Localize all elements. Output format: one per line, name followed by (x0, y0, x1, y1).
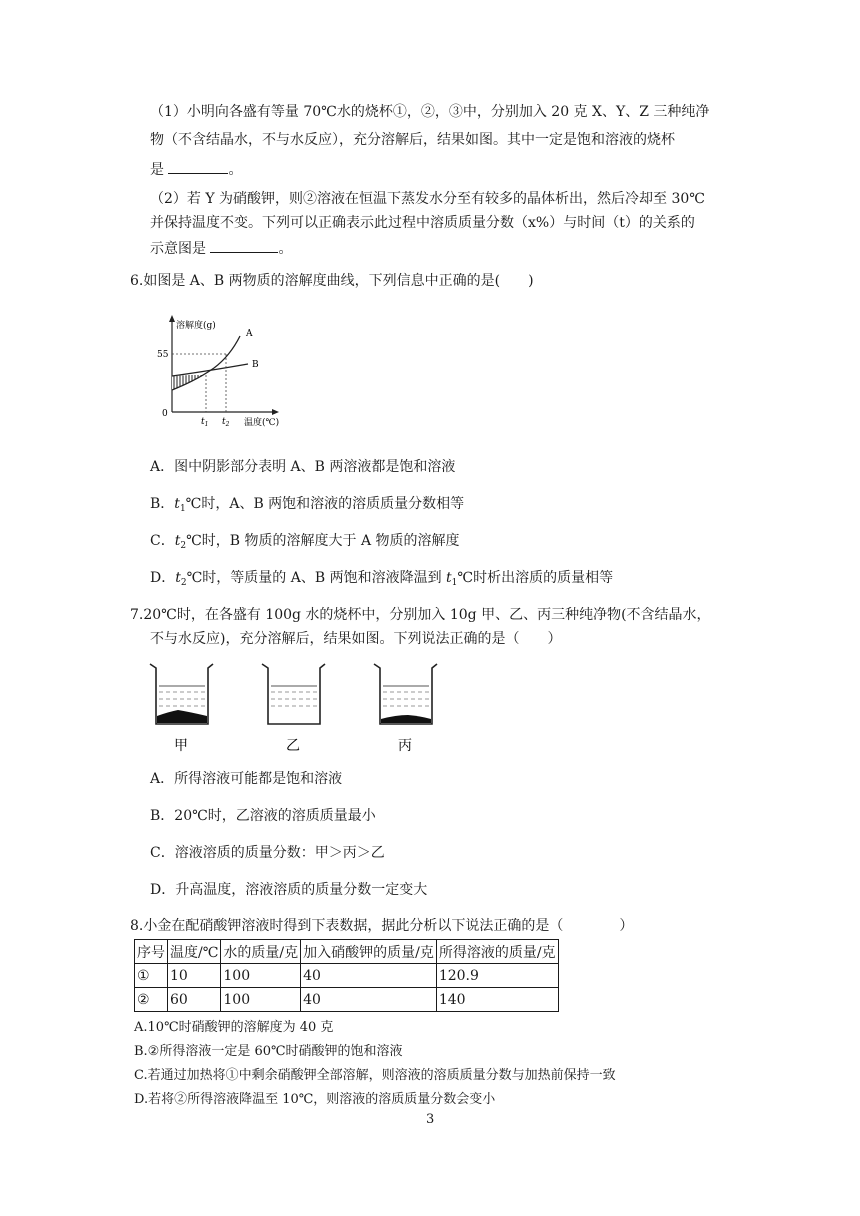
t1-label: $t_1$ (201, 417, 209, 428)
table-row (135, 964, 559, 988)
beaker-jia (150, 664, 213, 724)
origin-label: 0 (162, 409, 168, 419)
t-subscript: 2 (180, 578, 187, 588)
curve-b-label: B (252, 360, 259, 370)
q5-p2-line3 (150, 238, 292, 258)
q6-stem: 6.如图是 A、B 两物质的溶解度曲线，下列信息中正确的是( ) (130, 273, 534, 289)
t-symbol: t (174, 533, 181, 549)
q5-p1-line3-post: 。 (228, 162, 243, 178)
x-axis-arrow (272, 409, 279, 415)
beaker-yi (262, 664, 325, 724)
option-letter: C． (150, 533, 175, 549)
q7-option-b[interactable]: B．20℃时，乙溶液的溶质质量最小 (150, 808, 376, 824)
q5-p2-line1: （2）若 Y 为硝酸钾，则②溶液在恒温下蒸发水分至有较多的晶体析出，然后冷却至 30℃ (150, 191, 705, 207)
t2-label: $t_2$ (222, 417, 230, 428)
q5-p1-line3-pre: 是 (150, 162, 169, 178)
q7-option-a[interactable]: A．所得溶液可能都是饱和溶液 (150, 771, 343, 787)
option-text: ℃时，B 物质的溶解度大于 A 物质的溶解度 (186, 533, 460, 549)
q5-p1-line3 (150, 159, 242, 179)
q6-option-d[interactable] (150, 569, 613, 592)
y-tick-55: 55 (157, 350, 169, 360)
table-cell: 40 (301, 964, 437, 988)
table-cell: 60 (168, 988, 221, 1012)
curve-a-label: A (246, 329, 253, 339)
option-letter: D． (150, 570, 176, 586)
option-letter: B． (150, 496, 175, 512)
table-header: 温度/℃ (168, 940, 221, 964)
t-subscript: 1 (451, 578, 458, 588)
t-symbol: t (446, 570, 452, 586)
table-cell: 100 (221, 988, 301, 1012)
table-header: 水的质量/克 (221, 940, 301, 964)
q8-option-b[interactable]: B.②所得溶液一定是 60℃时硝酸钾的饱和溶液 (134, 1044, 403, 1059)
table-header: 所得溶液的质量/克 (436, 940, 558, 964)
option-text: ℃时，等质量的 A、B 两饱和溶液降温到 (186, 570, 447, 586)
table-cell: 100 (221, 964, 301, 988)
table-cell: 120.9 (436, 964, 558, 988)
q5-p1-line2: 物（不含结晶水，不与水反应），充分溶解后，结果如图。其中一定是饱和溶液的烧杯 (150, 132, 675, 148)
table-row (135, 988, 559, 1012)
potassium-nitrate-table (134, 939, 559, 1012)
t-subscript: 1 (179, 504, 186, 514)
y-axis-label: 溶解度(g) (176, 321, 216, 331)
t-symbol: t (174, 496, 180, 512)
beakers-figure (146, 660, 446, 756)
q7-option-d[interactable]: D．升高温度，溶液溶质的质量分数一定变大 (150, 882, 428, 898)
q7-stem-line1: 7.20℃时，在各盛有 100g 水的烧杯中，分别加入 10g 甲、乙、丙三种纯净物(不含结晶水， (130, 607, 711, 623)
solubility-curve-figure (152, 312, 312, 430)
table-header: 序号 (135, 940, 168, 964)
q8-option-d[interactable]: D.若将②所得溶液降温至 10℃，则溶液的溶质质量分数会变小 (134, 1092, 496, 1107)
t-symbol: t (175, 570, 181, 586)
q6-option-c[interactable] (150, 532, 460, 555)
table-header: 加入硝酸钾的质量/克 (301, 940, 437, 964)
beaker-label-yi: 乙 (286, 738, 300, 754)
curve-b (172, 364, 248, 376)
answer-blank[interactable] (210, 238, 278, 253)
table-cell: ② (135, 988, 168, 1012)
q6-option-a[interactable]: A．图中阴影部分表明 A、B 两溶液都是饱和溶液 (150, 459, 456, 475)
q8-stem: 8.小金在配硝酸钾溶液时得到下表数据，据此分析以下说法正确的是（ ） (130, 918, 634, 934)
q7-option-c[interactable]: C．溶液溶质的质量分数：甲＞丙＞乙 (150, 845, 385, 861)
q7-stem-line2: 不与水反应)，充分溶解后，结果如图。下列说法正确的是（ ） (150, 631, 562, 647)
option-text: ℃时，A、B 两饱和溶液的溶质质量分数相等 (185, 496, 465, 512)
q5-p2-line3-post: 。 (278, 241, 293, 257)
beaker-label-bing: 丙 (398, 738, 412, 754)
table-cell: 40 (301, 988, 437, 1012)
solid-precipitate (157, 710, 207, 723)
y-axis-arrow (169, 315, 175, 322)
beaker-label-jia: 甲 (174, 738, 188, 754)
answer-blank[interactable] (168, 159, 228, 174)
t-subscript: 2 (180, 541, 187, 551)
x-axis-label: 温度(℃) (244, 418, 280, 428)
q5-p2-line3-pre: 示意图是 (150, 241, 211, 257)
q5-p1-line1: （1）小明向各盛有等量 70℃水的烧杯①，②，③中，分别加入 20 克 X、Y、Z 三种纯净 (150, 104, 710, 120)
q8-option-a[interactable]: A.10℃时硝酸钾的溶解度为 40 克 (134, 1020, 334, 1035)
q8-option-c[interactable]: C.若通过加热将①中剩余硝酸钾全部溶解，则溶液的溶质质量分数与加热前保持一致 (134, 1068, 616, 1083)
table-header-row (135, 940, 559, 964)
q6-option-b[interactable] (150, 495, 464, 518)
table-cell: 10 (168, 964, 221, 988)
table-cell: ① (135, 964, 168, 988)
beaker-bing (374, 664, 437, 724)
q5-p2-line2: 并保持温度不变。下列可以正确表示此过程中溶质质量分数（x%）与时间（t）的关系的 (150, 215, 695, 231)
solid-precipitate (381, 715, 431, 723)
page-number: 3 (426, 1112, 435, 1127)
option-text: ℃时析出溶质的质量相等 (457, 570, 614, 586)
table-cell: 140 (436, 988, 558, 1012)
